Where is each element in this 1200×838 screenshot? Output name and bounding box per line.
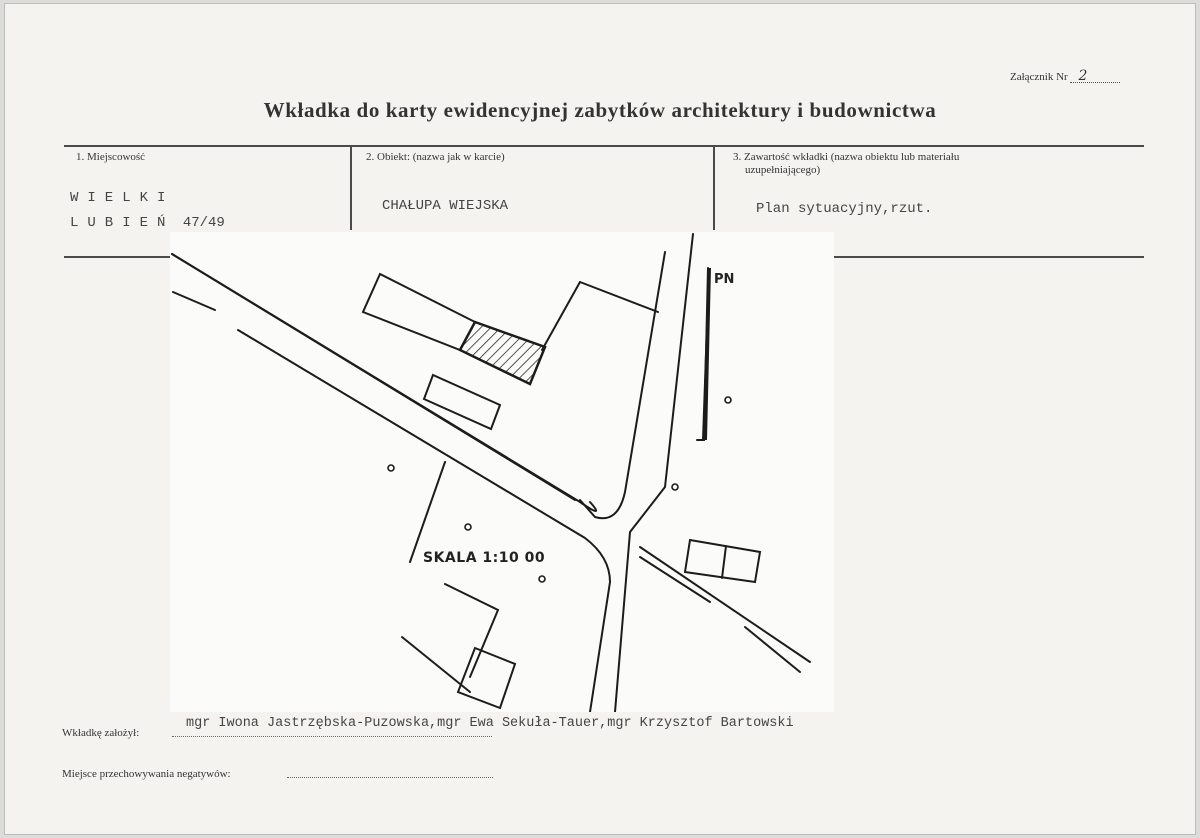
building-main-outline: [363, 274, 475, 350]
parcel-line-4: [402, 637, 470, 692]
parcel-line-2: [542, 282, 580, 350]
parcel-line-5: [445, 584, 498, 677]
road-edge-south: [173, 292, 610, 712]
content-label: [733, 151, 959, 177]
site-plan: [170, 232, 834, 712]
building-southeast: [685, 540, 760, 582]
road-southeast-1: [640, 547, 810, 662]
building-small: [424, 375, 500, 429]
content-label-line1: 3. Zawartość wkładki (nazwa obiektu lub materiału: [733, 151, 960, 163]
annex-label: Załącznik Nr: [1010, 71, 1068, 83]
table-top-rule: [64, 145, 1144, 147]
tree-4: [465, 524, 471, 530]
building-south: [458, 648, 515, 708]
storage-label: Miejsce przechowywania negatywów:: [62, 768, 231, 780]
founded-label: Wkładkę założył:: [62, 727, 140, 739]
locality-name: LUBIEŃ: [70, 215, 175, 231]
content-value: Plan sytuacyjny,rzut.: [756, 201, 933, 217]
tree-1: [725, 397, 731, 403]
tree-3: [672, 484, 678, 490]
object-value: CHAŁUPA WIEJSKA: [382, 198, 509, 214]
annex-number: 2: [1070, 70, 1120, 83]
object-label: 2. Obiekt: (nazwa jak w karcie): [366, 151, 505, 163]
protected-building: [460, 322, 545, 384]
storage-dotted-line: [287, 777, 493, 778]
north-label: PN: [714, 272, 735, 287]
parcel-line-1: [580, 282, 658, 312]
locality-number: 47/49: [182, 215, 225, 231]
content-label-line2: uzupełniającego): [745, 164, 821, 176]
road-vertical-west: [580, 252, 665, 518]
site-plan-drawing: [170, 232, 834, 712]
tree-2: [388, 465, 394, 471]
column-divider-1: [350, 146, 352, 230]
road-vertical-east: [615, 234, 693, 712]
road-southeast-2: [640, 557, 800, 672]
annex-field: [1010, 70, 1120, 83]
column-divider-2: [713, 146, 715, 230]
locality-line1: WIELKI: [70, 190, 175, 206]
scale-label: SKALA 1:10 00: [423, 550, 546, 566]
locality-label: 1. Miejscowość: [76, 151, 146, 163]
page-title: Wkładka do karty ewidencyjnej zabytków architektury i budownictwa: [263, 98, 937, 122]
founded-dotted-line: [172, 736, 492, 737]
locality-line2: [70, 215, 225, 231]
tree-5: [539, 576, 545, 582]
founded-value: mgr Iwona Jastrzębska-Puzowska,mgr Ewa Sekuła-Tauer,mgr Krzysztof Bartowski: [186, 716, 794, 731]
parcel-line-3: [410, 462, 445, 562]
